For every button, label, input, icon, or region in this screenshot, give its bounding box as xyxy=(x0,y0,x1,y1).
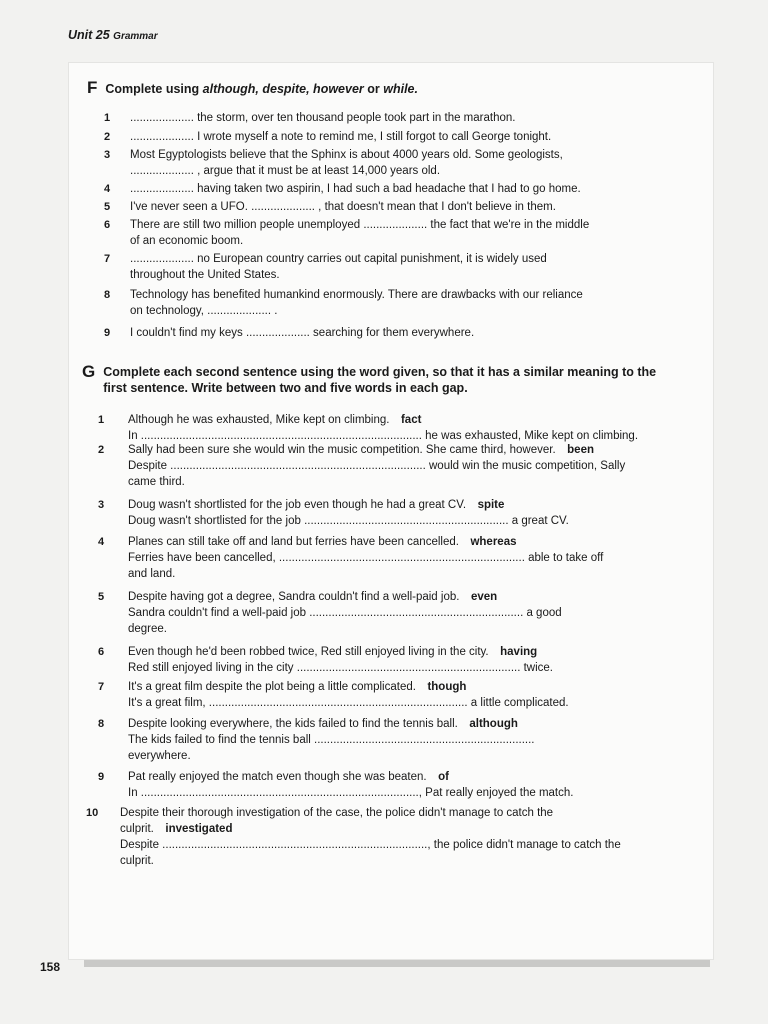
section-g-instruction: Complete each second sentence using the word given, so that it has a similar meaning to the first sentence. Write between two and five words in each gap. xyxy=(103,365,657,395)
item-text-line: .................... , argue that it must be at least 14,000 years old. xyxy=(130,165,441,177)
section-g-heading xyxy=(82,364,656,396)
exercise-g-item xyxy=(98,589,662,637)
item-number: 6 xyxy=(98,646,105,658)
item-text-line: Technology has benefited humankind enormously. There are drawbacks with our reliance xyxy=(130,289,583,301)
exercise-g-item xyxy=(98,497,662,529)
answer-line[interactable]: Ferries have been cancelled, ............................................................................. able to take off xyxy=(128,552,604,564)
key-word: been xyxy=(567,444,594,456)
first-sentence: Planes can still take off and land but ferries have been cancelled. whereas xyxy=(128,536,517,548)
item-number: 8 xyxy=(104,289,111,301)
answer-line[interactable]: degree. xyxy=(128,623,168,635)
item-number: 6 xyxy=(104,219,111,231)
section-f-instruction: Complete using although, despite, however or while. xyxy=(105,82,418,96)
item-number: 3 xyxy=(104,149,111,161)
item-number: 5 xyxy=(98,591,105,603)
key-word: fact xyxy=(400,414,422,426)
item-text-line: of an economic boom. xyxy=(130,235,244,247)
unit-header xyxy=(68,28,158,42)
first-sentence: Despite their thorough investigation of the case, the police didn't manage to catch the xyxy=(120,807,554,819)
first-sentence: Even though he'd been robbed twice, Red still enjoyed living in the city. having xyxy=(128,646,538,658)
exercise-g-item xyxy=(98,679,662,711)
exercise-f-item xyxy=(104,287,664,319)
first-sentence: Despite having got a degree, Sandra couldn't find a well-paid job. even xyxy=(128,591,498,603)
answer-line[interactable]: Sandra couldn't find a well-paid job ................................................................... a good xyxy=(128,607,562,619)
item-number: 4 xyxy=(98,536,105,548)
key-word: spite xyxy=(477,499,505,511)
exercise-g-item xyxy=(98,534,662,582)
exercise-f-item xyxy=(104,325,664,341)
answer-line[interactable]: The kids failed to find the tennis ball ..................................................................... xyxy=(128,734,535,746)
answer-line[interactable]: and land. xyxy=(128,568,176,580)
section-f-heading xyxy=(87,80,418,97)
item-number: 1 xyxy=(98,414,105,426)
unit-topic: Grammar xyxy=(113,31,158,42)
answer-line[interactable]: culprit. xyxy=(120,855,154,867)
answer-line[interactable]: Doug wasn't shortlisted for the job ................................................................ a great CV. xyxy=(128,515,569,527)
key-word: whereas xyxy=(470,536,517,548)
item-text-line: .................... no European country carries out capital punishment, it is widely used xyxy=(130,253,547,265)
item-text-line: .................... having taken two aspirin, I had such a bad headache that I had to go home. xyxy=(130,183,581,195)
first-sentence: Although he was exhausted, Mike kept on climbing. fact xyxy=(128,414,422,426)
first-sentence: Doug wasn't shortlisted for the job even though he had a great CV. spite xyxy=(128,499,505,511)
answer-line[interactable]: Red still enjoyed living in the city ...................................................................... twice. xyxy=(128,662,553,674)
item-text-line: on technology, .................... . xyxy=(130,305,278,317)
first-sentence: Despite looking everywhere, the kids failed to find the tennis ball. although xyxy=(128,718,518,730)
page-number: 158 xyxy=(40,960,61,974)
item-number: 3 xyxy=(98,499,105,511)
answer-line[interactable]: Despite ..................................................................................., the police didn't manage to catch the xyxy=(120,839,621,851)
exercise-f-item xyxy=(104,129,664,145)
key-word: although xyxy=(469,718,518,730)
exercise-f-item xyxy=(104,181,664,197)
key-word: though xyxy=(427,681,467,693)
section-f-letter: F xyxy=(87,78,98,97)
answer-line[interactable]: came third. xyxy=(128,476,185,488)
unit-label: Unit 25 xyxy=(68,28,110,42)
exercise-g-item xyxy=(98,716,662,764)
item-number: 10 xyxy=(86,807,99,819)
exercise-f-item xyxy=(104,251,664,283)
item-number: 7 xyxy=(104,253,111,265)
item-text-line: .................... I wrote myself a note to remind me, I still forgot to call George tonight. xyxy=(130,131,552,143)
key-word: even xyxy=(470,591,498,603)
exercise-g-item xyxy=(98,442,662,490)
item-number: 2 xyxy=(104,131,111,143)
first-sentence: Sally had been sure she would win the music competition. She came third, however. been xyxy=(128,444,594,456)
exercise-g-item xyxy=(98,769,662,801)
item-number: 9 xyxy=(98,771,105,783)
exercise-f-item xyxy=(104,147,664,179)
answer-line[interactable]: In ........................................................................................ he was exhausted, Mike kept on climbing. xyxy=(128,430,639,442)
item-number: 5 xyxy=(104,201,111,213)
exercise-f-item xyxy=(104,110,664,126)
exercise-g-item xyxy=(86,805,662,869)
item-number: 4 xyxy=(104,183,111,195)
key-word: of xyxy=(438,771,449,783)
exercise-f-item xyxy=(104,217,664,249)
item-text-line: There are still two million people unemployed .................... the fact that we're in the middle xyxy=(130,219,590,231)
answer-line[interactable]: It's a great film, ................................................................................. a little complicated. xyxy=(128,697,569,709)
item-number: 7 xyxy=(98,681,105,693)
item-number: 1 xyxy=(104,112,111,124)
answer-line[interactable]: In ......................................................................................., Pat really enjoyed the match. xyxy=(128,787,574,799)
item-number: 9 xyxy=(104,327,111,339)
exercise-f-item xyxy=(104,199,664,215)
answer-line[interactable]: Despite ................................................................................ would win the music competition, Sally xyxy=(128,460,626,472)
item-text-line: I've never seen a UFO. .................... , that doesn't mean that I don't believe in them. xyxy=(130,201,556,213)
key-word: having xyxy=(500,646,538,658)
first-sentence-cont: culprit. investigated xyxy=(120,823,233,835)
section-g-letter: G xyxy=(82,362,96,381)
key-word: investigated xyxy=(165,823,233,835)
exercise-g-item xyxy=(98,412,662,444)
answer-line[interactable]: everywhere. xyxy=(128,750,191,762)
item-text-line: throughout the United States. xyxy=(130,269,280,281)
exercise-g-item xyxy=(98,644,662,676)
item-number: 8 xyxy=(98,718,105,730)
item-text-line: I couldn't find my keys .................... searching for them everywhere. xyxy=(130,327,475,339)
item-text-line: Most Egyptologists believe that the Sphinx is about 4000 years old. Some geologists, xyxy=(130,149,563,161)
item-text-line: .................... the storm, over ten thousand people took part in the marathon. xyxy=(130,112,516,124)
first-sentence: It's a great film despite the plot being a little complicated. though xyxy=(128,681,467,693)
item-number: 2 xyxy=(98,444,105,456)
first-sentence: Pat really enjoyed the match even though she was beaten. of xyxy=(128,771,449,783)
